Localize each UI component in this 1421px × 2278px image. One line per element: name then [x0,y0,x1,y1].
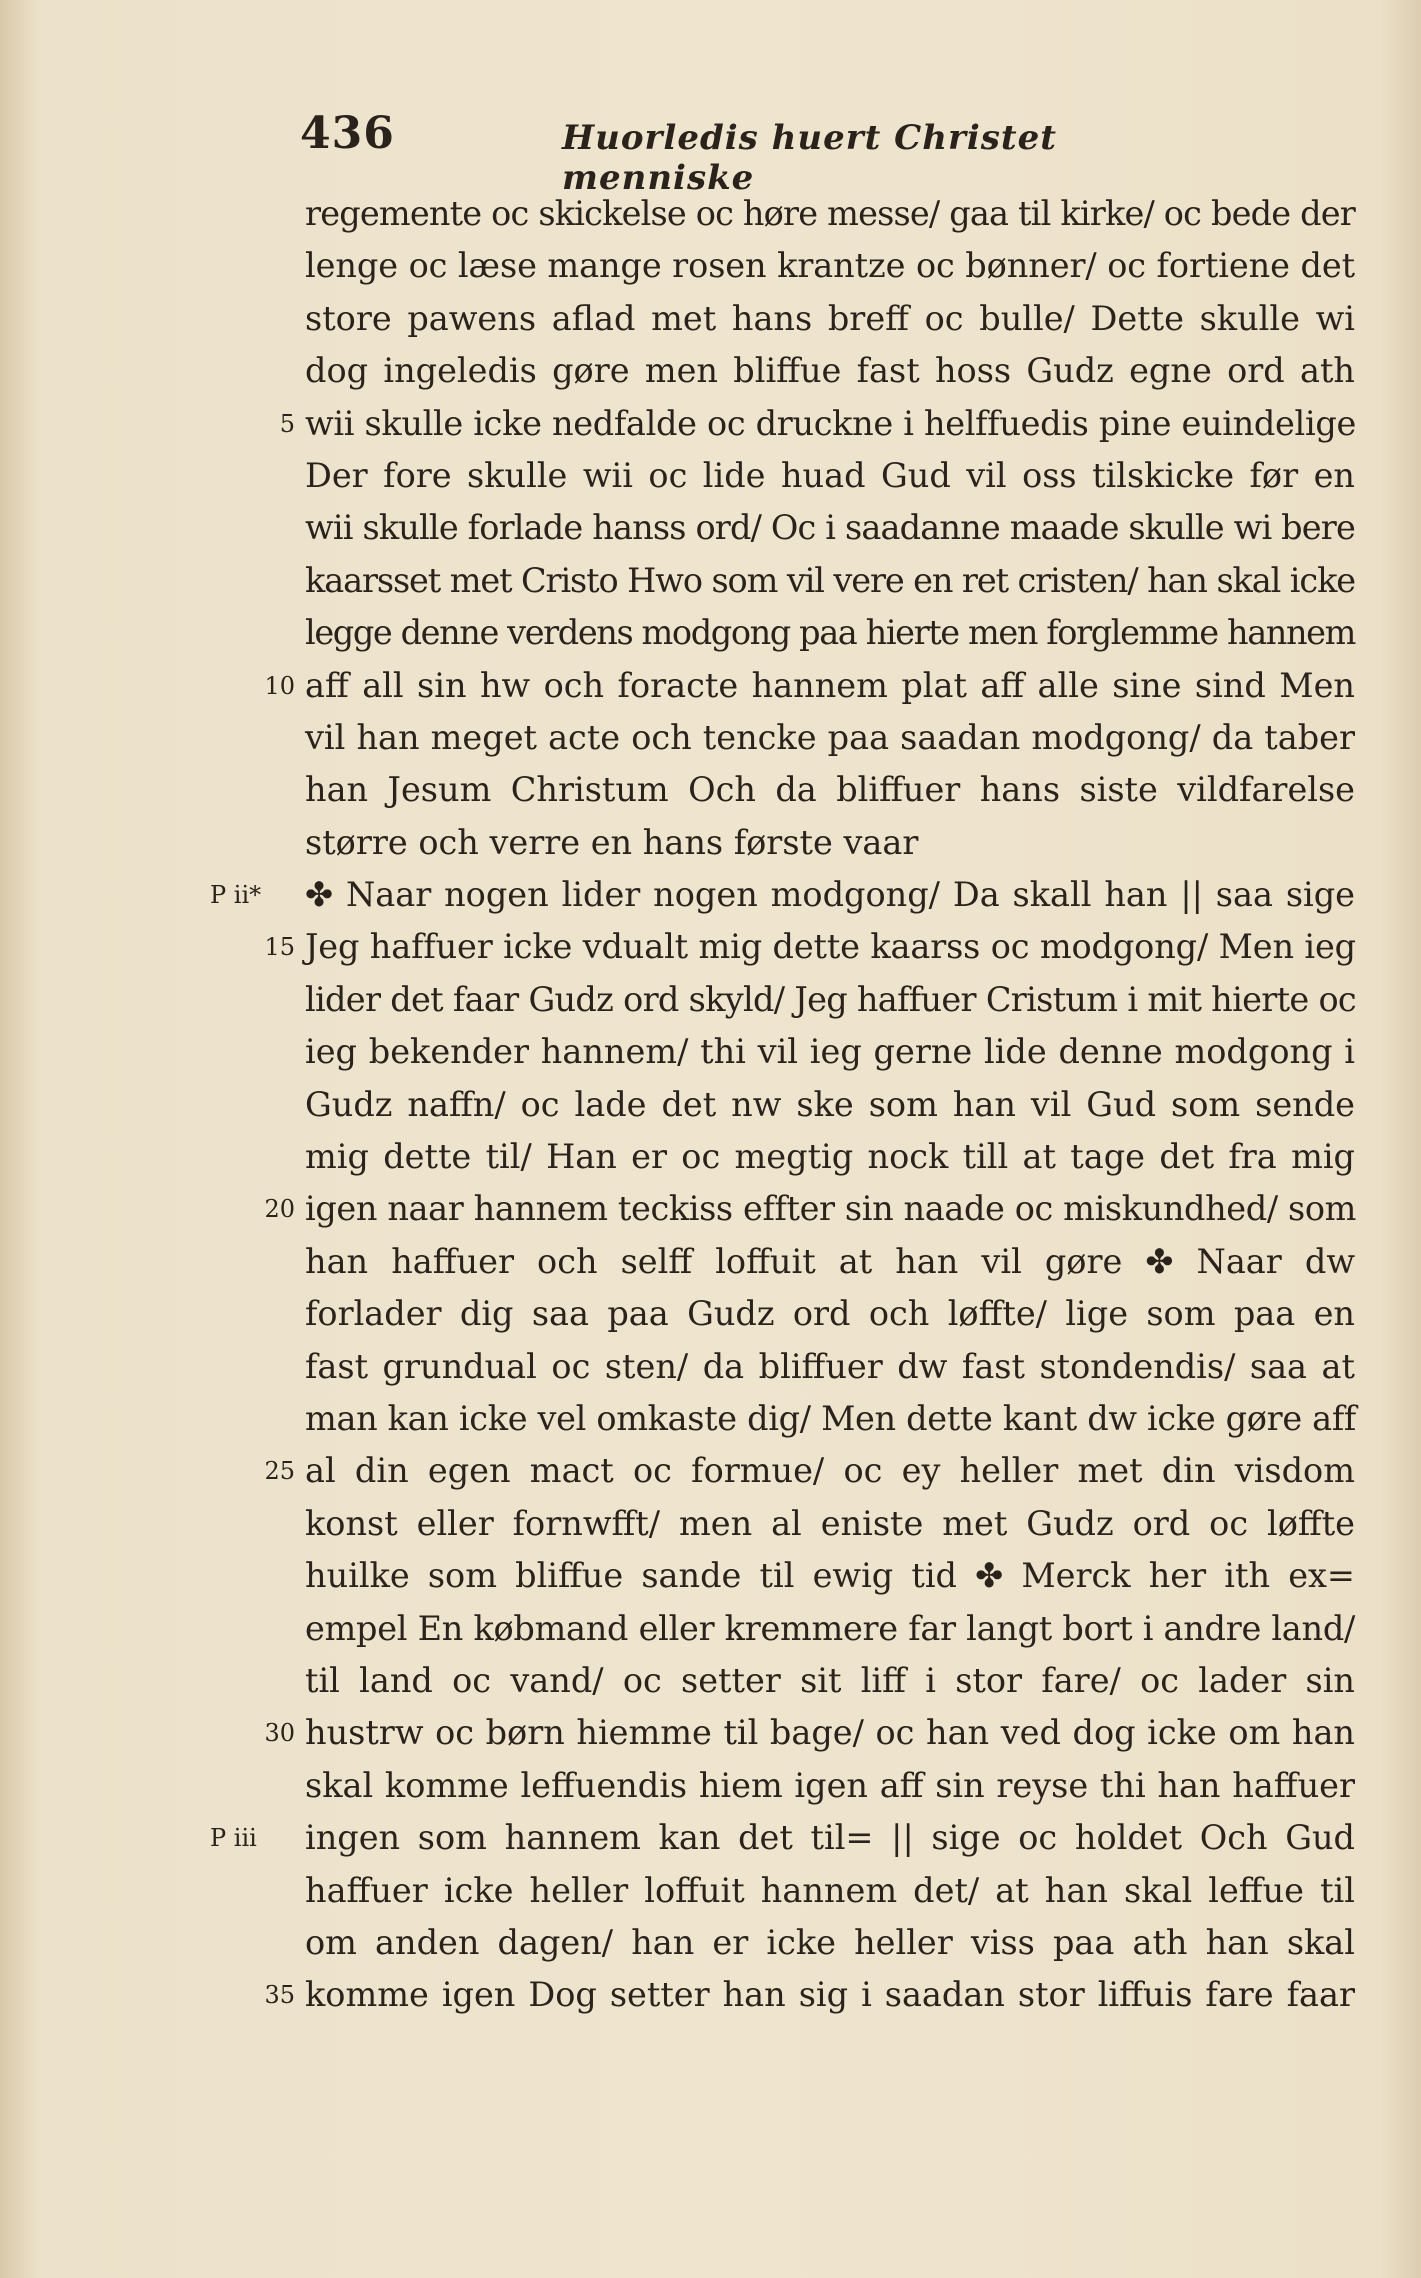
line-text: lider det faar Gudz ord skyld/ Jeg haffuer Cristum i mit hierte oc [305,979,1356,1019]
line-text: vil han meget acte och tencke paa saadan modgong/ da taber [305,717,1355,757]
line-text: lenge oc læse mange rosen krantze oc bønner/ oc fortiene det [305,246,1355,286]
line-text: wii skulle icke nedfalde oc druckne i helffuedis pine euindelige [305,403,1356,443]
text-line [264,660,1355,712]
line-text: skal komme leffuendis hiem igen aff sin reyse thi han haffuer [305,1765,1355,1805]
text-line [305,1236,1355,1288]
line-text: Jeg haffuer icke vdualt mig dette kaarss oc modgong/ Men ieg [305,927,1356,967]
line-text: huilke som bliffue sande til ewig tid ✤ Merck her ith ex= [305,1556,1355,1596]
line-text: al din egen mact oc formue/ oc ey heller met din visdom [305,1451,1355,1491]
text-line [305,1026,1355,1078]
text-line [305,1393,1355,1445]
text-line [305,1655,1355,1707]
line-text: Gudz naffn/ oc lade det nw ske som han vil Gud som sende [305,1084,1355,1124]
text-line [210,869,1355,921]
text-line [264,1707,1355,1759]
text-line [305,555,1355,607]
text-line [264,1969,1355,2021]
text-line [305,1341,1355,1393]
text-line [305,607,1355,659]
text-line [305,502,1355,554]
text-line [305,1917,1355,1969]
text-line [279,398,1356,450]
line-text: til land oc vand/ oc setter sit liff i stor fare/ oc lader sin [305,1660,1355,1700]
line-text: fast grundual oc sten/ da bliffuer dw fast stondendis/ saa at [305,1346,1355,1386]
line-number: 15 [264,933,295,962]
line-text: han haffuer och selff loffuit at han vil gøre ✤ Naar dw [305,1241,1355,1281]
line-text: haffuer icke heller loffuit hannem det/ at han skal leffue til [305,1870,1355,1910]
text-line [305,712,1355,764]
line-text: wii skulle forlade hanss ord/ Oc i saadanne maade skulle wi bere [305,508,1355,548]
line-text: konst eller fornwfft/ men al eniste met Gudz ord oc løffte [305,1503,1355,1543]
line-number: 30 [264,1719,295,1748]
text-line [305,450,1355,502]
line-text: mig dette til/ Han er oc megtig nock till at tage det fra mig [305,1137,1355,1177]
signature-mark: P iii [210,1824,257,1853]
line-text: dog ingeledis gøre men bliffue fast hoss Gudz egne ord ath [305,351,1355,391]
running-title: Huorledis huert Christet menniske [562,118,1057,198]
line-number: 10 [264,671,295,700]
text-line [305,817,1355,869]
line-text: forlader dig saa paa Gudz ord och løffte/ lige som paa en [305,1294,1355,1334]
line-text: empel En købmand eller kremmere far langt bort i andre land/ [305,1608,1355,1648]
line-number: 5 [279,409,295,438]
line-text: Der fore skulle wii oc lide huad Gud vil oss tilskicke før en [305,455,1355,495]
text-line [305,1498,1355,1550]
line-text: store pawens aflad met hans breff oc bulle/ Dette skulle wi [305,298,1355,338]
line-text: komme igen Dog setter han sig i saadan stor liffuis fare faar [305,1975,1355,2015]
text-line [305,345,1355,397]
line-number: 35 [264,1981,295,2010]
text-line [305,764,1355,816]
line-number: 25 [264,1457,295,1486]
line-text: aff all sin hw och foracte hannem plat aff alle sine sind Men [305,665,1355,705]
text-line [210,1812,1355,1864]
line-text: igen naar hannem teckiss effter sin naade oc miskundhed/ som [305,1189,1356,1229]
page-header [300,108,1100,198]
text-line [264,1445,1355,1497]
text-line [305,1288,1355,1340]
page-number: 436 [300,108,395,159]
line-text: ingen som hannem kan det til= || sige oc holdet Och Gud [305,1818,1355,1858]
text-line [305,293,1355,345]
line-text: større och verre en hans første vaar [305,822,919,862]
line-text: han Jesum Christum Och da bliffuer hans siste vildfarelse [305,770,1355,810]
text-line [264,921,1356,973]
text-line [305,240,1355,292]
line-text: regemente oc skickelse oc høre messe/ gaa til kirke/ oc bede der [305,194,1355,233]
text-line [305,1550,1355,1602]
text-line [305,1760,1355,1812]
line-text: kaarsset met Cristo Hwo som vil vere en ret cristen/ han skal icke [305,560,1355,600]
line-text: om anden dagen/ han er icke heller viss paa ath han skal [305,1922,1355,1962]
text-line [305,974,1355,1026]
signature-mark: P ii* [210,881,262,910]
text-line [264,1183,1356,1235]
text-line [305,1603,1355,1655]
line-text: man kan icke vel omkaste dig/ Men dette kant dw icke gøre aff [305,1398,1356,1438]
text-line [305,1079,1355,1131]
body-text [210,188,1356,2022]
text-line [305,1131,1355,1183]
line-text: hustrw oc børn hiemme til bage/ oc han ved dog icke om han [305,1713,1355,1753]
text-line [305,1865,1355,1917]
line-text: legge denne verdens modgong paa hierte men forglemme hannem [305,613,1355,653]
line-number: 20 [264,1195,295,1224]
line-text: ✤ Naar nogen lider nogen modgong/ Da skall han || saa sige [305,875,1355,915]
text-line [305,188,1355,240]
line-text: ieg bekender hannem/ thi vil ieg gerne lide denne modgong i [305,1032,1355,1072]
